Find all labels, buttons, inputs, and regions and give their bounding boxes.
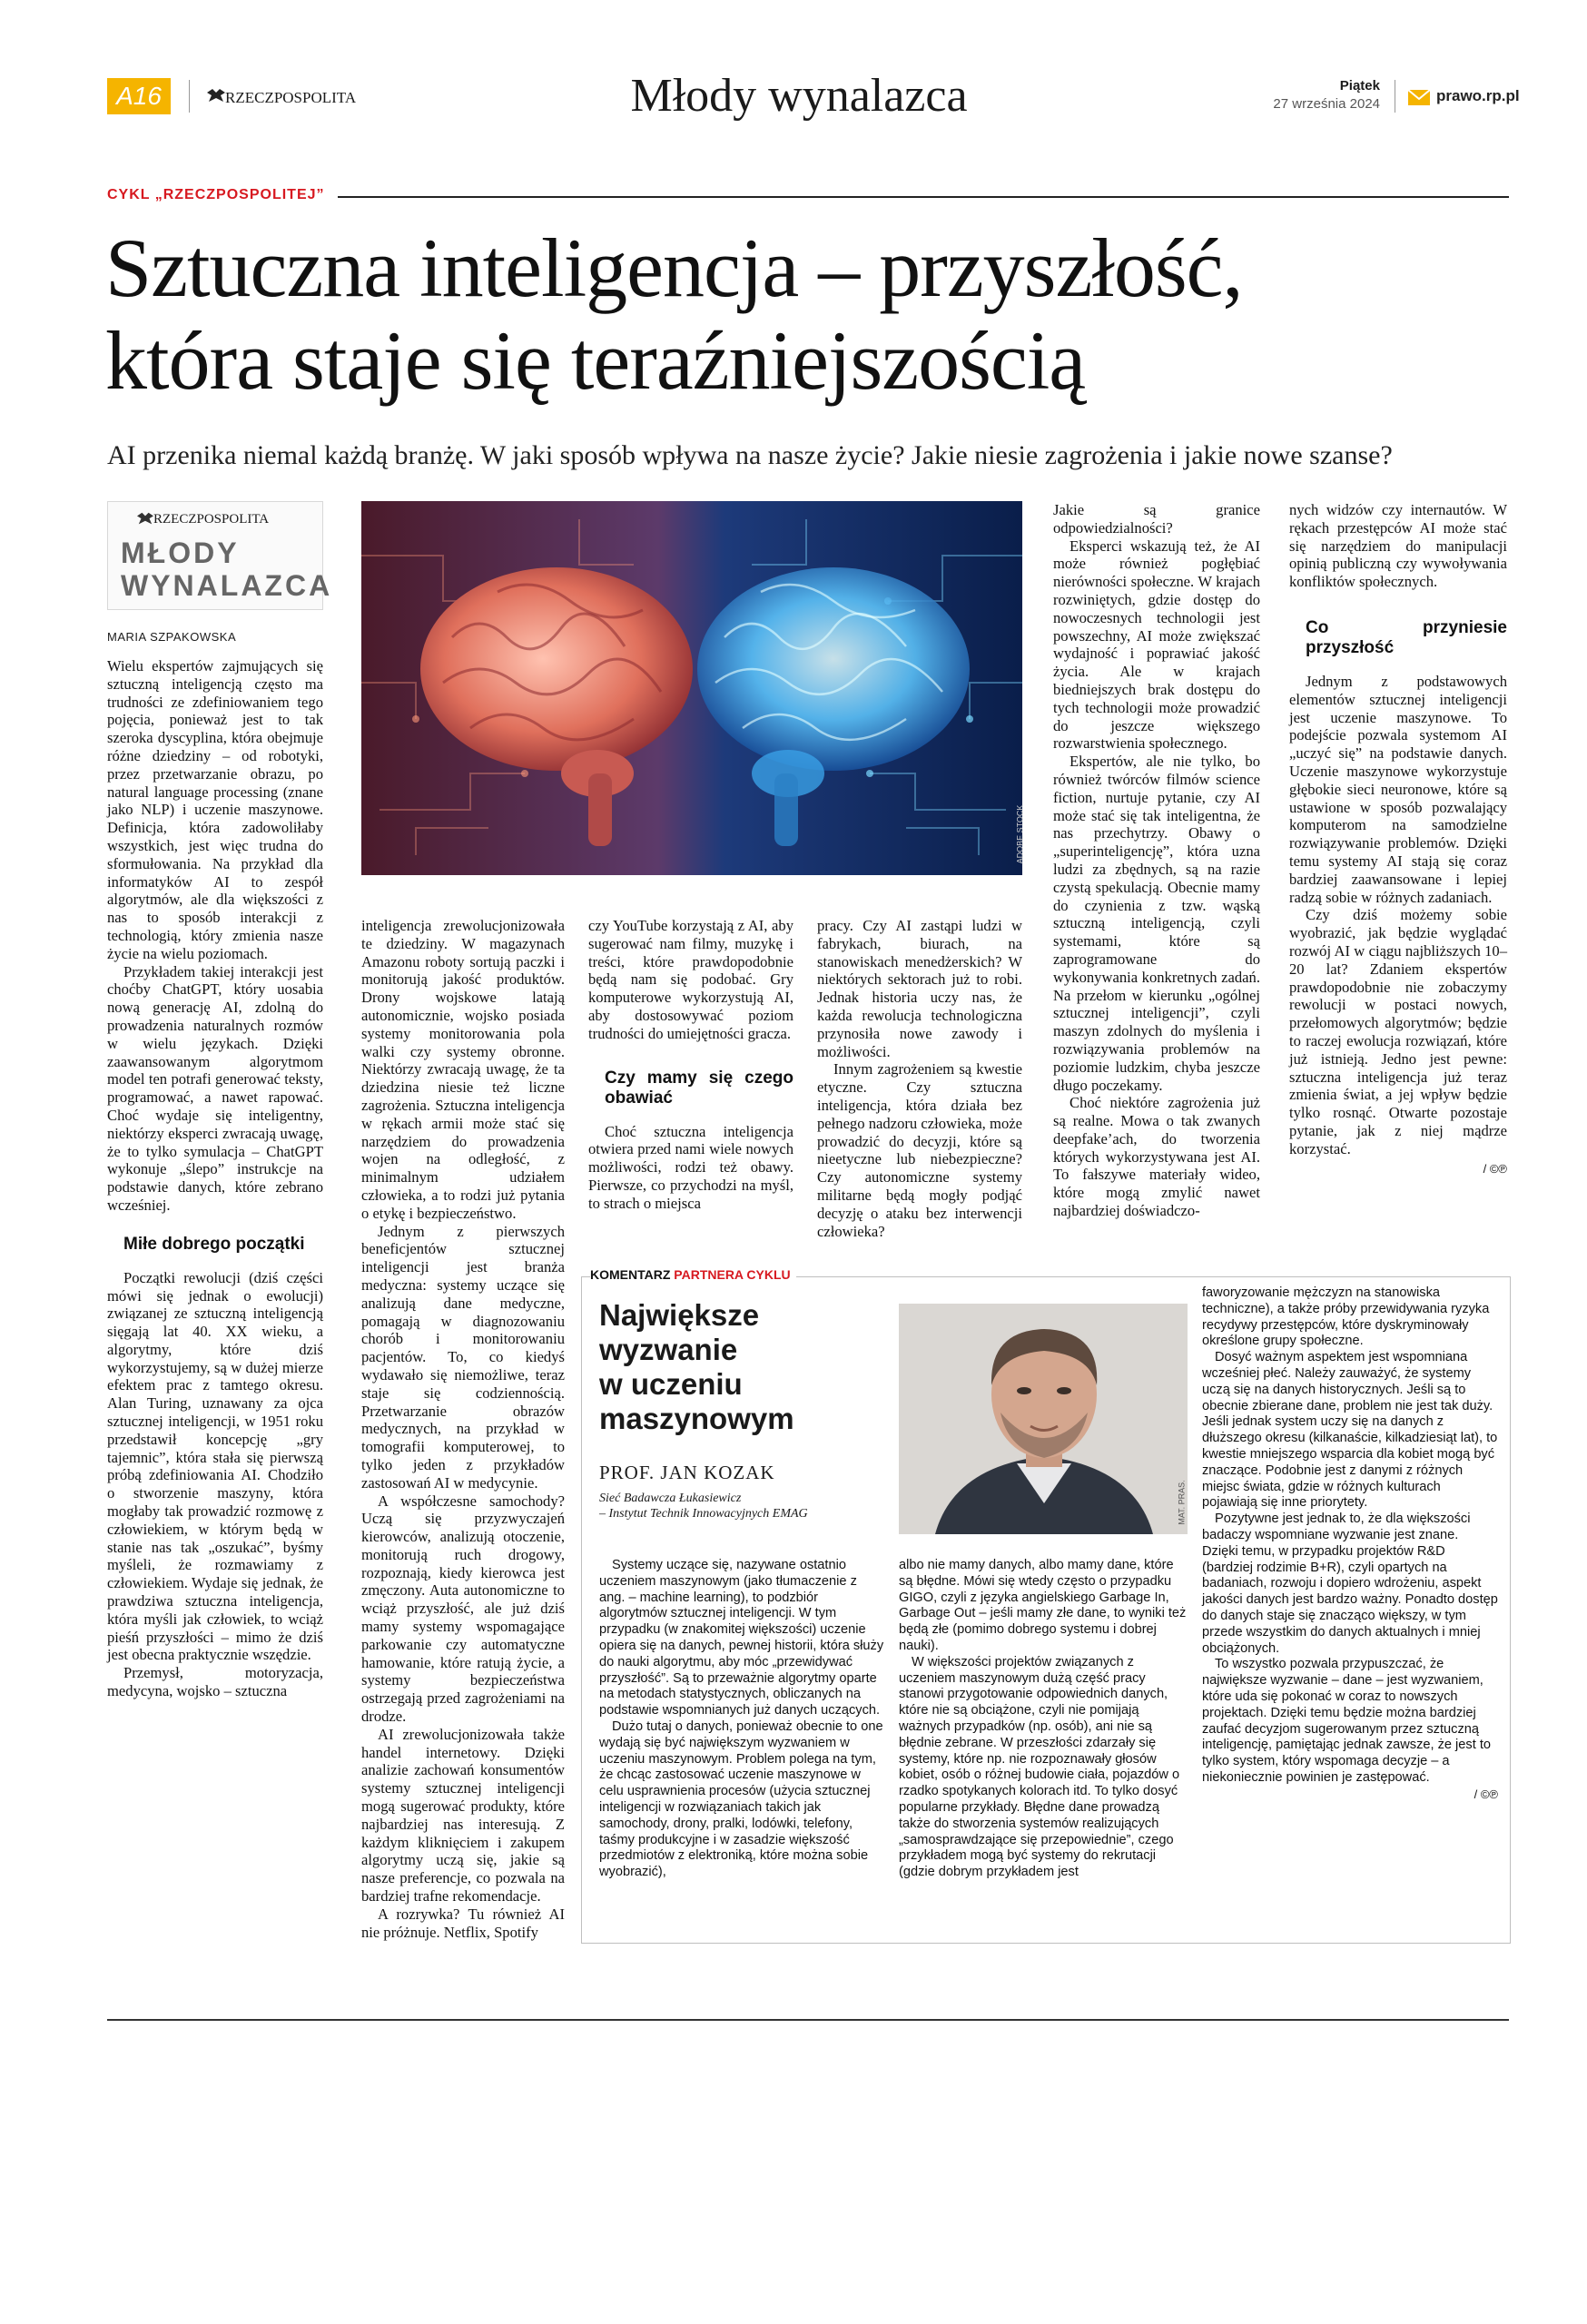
article-column-1 [107, 657, 323, 1700]
kicker: CYKL „RZECZPOSPOLITEJ” [107, 187, 325, 202]
paragraph: Jakie są granice odpowiedzialności? [1053, 501, 1260, 537]
paragraph: pracy. Czy AI zastąpi ludzi w fabrykach, biurach, na stanowiskach menedżerskich? W niektórych sektorach już to robi. Jednak historia uczy nas, że każda rewolucja technologiczna przynosiła nowe zawody i możliwości. [817, 917, 1022, 1060]
comment-title-line: maszynowym [599, 1402, 794, 1435]
series-badge: RZECZPOSPOLITA MŁODY WYNALAZCA [107, 501, 323, 610]
paragraph: Choć sztuczna inteligencja otwiera przed nami wiele nowych możliwości, rodzi też obawy. Pierwsze, co przychodzi na myśl, to strach o miejsca [588, 1122, 794, 1212]
article-column-3 [588, 917, 794, 1213]
article-column-6 [1289, 501, 1507, 1177]
paragraph: AI zrewolucjonizowała także handel internetowy. Dzięki analizie zachowań konsumentów systemy sztucznej inteligencji mogą sugerować produkty, które najbardziej nas interesują. Z każdym kliknięciem i zakupem algorytmy uczą się, jakie są nasze preferencje, co pozwala na bardziej trafne rekomendacje. [361, 1725, 565, 1905]
paragraph: Wielu ekspertów zajmujących się sztuczną inteligencją często ma trudności ze zdefiniowaniem tego pojęcia, ponieważ jest to tak szeroka dyscyplina, która obejmuje różne dziedziny – od robotyki, przez przetwarzanie obrazu, po natural language processing (znane jako NLP) i uczenie maszynowe. Definicja, która zadowoliłaby wszystkich, jest więc trudna do sformułowania. Na przykład dla informatyków AI to zespół algorytmów, ale dla większości z nas to sposób interakcji z technologią, który zmienia nasze życie na wielu poziomach. [107, 657, 323, 962]
header-day: Piątek [1339, 78, 1380, 94]
paragraph: Przemysł, motoryzacja, medycyna, wojsko – sztuczna [107, 1664, 323, 1700]
paragraph: Czy dziś możemy sobie wyobrazić, jak będzie wyglądać rozwój AI w ciągu najbliższych 10–20 lat? Zdaniem ekspertów prawdopodobnie nie zobaczymy rewolucji w postaci nowych, przełomowych algorytmów; będzie to raczej ewolucja rozwiązań, które już istnieją. Jedno jest pewne: sztuczna inteligencja już teraz zmienia świat, a jej wpływ będzie tylko rosnąć. Otwarte pozostaje pytanie, jak z niej mądrze korzystać. [1289, 906, 1507, 1157]
paragraph: inteligencja zrewolucjonizowała te dziedziny. W magazynach Amazonu roboty sortują paczki i monitorują jakość produktów. Drony wojskowe latają autonomicznie, wojsko posiada systemy monitorowania pola walki czy systemy obronne. Niektórzy zwracają uwagę, że ta dziedzina niesie też liczne zagrożenia. Sztuczna inteligencja w rękach armii może stać się narzędziem do prowadzenia wojen na odległość, z minimalnym udziałem człowieka, a to rodzi już pytania o etykę i bezpieczeństwo. [361, 917, 565, 1222]
paragraph: Dosyć ważnym aspektem jest wspomniana wcześniej płeć. Należy zauważyć, że systemy uczą się na danych historycznych. Jeśli są to obecnie zbierane dane, problem nie jest tak duży. Jeśli jednak system uczy się na danych z dłuższego okresu (kilkanaście, kilkadziesiąt lat), to kwestie mniejszego wsparcia dla kobiet mogą być znaczące. Podobnie jest z danymi z różnych miejsc świata, gdzie w różnych kulturach pojawiają się inne priorytety. [1202, 1350, 1498, 1511]
article-lead: AI przenika niemal każdą branżę. W jaki sposób wpływa na nasze życie? Jakie niesie zagrożenia i jakie nowe szanse? [107, 440, 1393, 470]
subheading: Miłe dobrego początki [123, 1234, 305, 1254]
bottom-rule [107, 2019, 1509, 2021]
paragraph: Innym zagrożeniem są kwestie etyczne. Czy sztuczna inteligencja, która działa bez pełnego nadzoru człowieka, może prowadzić do decyzji, które są nieetyczne lub niebezpieczne? Czy autonomiczne systemy militarne będą mogły podjąć decyzję o ataku bez interwencji człowieka? [817, 1060, 1022, 1240]
comment-affiliation [599, 1491, 808, 1521]
author-photo [899, 1304, 1188, 1534]
subheading: Czy mamy się czego obawiać [605, 1068, 794, 1108]
paragraph: Przykładem takiej interakcji jest choćby ChatGPT, który uosabia nową generację AI, zdolną do prowadzenia naturalnych rozmów w wielu językach. Dzięki zaawansowanym algorytmom model ten potrafi generować teksty, programować, a nawet rapować. Choć wydaje się inteligentny, niektórzy eksperci zwracają uwagę, że to tylko symulacja – ChatGPT wykonuje „ślepo” instrukcje na podstawie danych, które zebrano wcześniej. [107, 962, 323, 1214]
header-divider [189, 80, 190, 113]
comment-column-2 [899, 1558, 1188, 1881]
article-author: MARIA SZPAKOWSKA [107, 630, 237, 644]
hero-photo-credit: ADOBE STOCK [1015, 804, 1025, 864]
paragraph: W większości projektów związanych z uczeniem maszynowym dużą część pracy stanowi przygotowanie odpowiednich danych, które nie są obciążone, czyli nie pomijają ważnych przypadków (np. osób), ani nie są błędnie zebrane. W przeszłości zdarzały się systemy, które np. nie rozpoznawały głosów kobiet, osób o różnej budowie ciała, pojazdów o rzadko spotykanych kolorach itd. To tylko dosyć popularne przykłady. Błędne dane prowadzą także do stworzenia systemów realizujących „samosprawdzające się przepowiednie”, czego przykładem mogą być systemy do rekrutacji (gdzie dobrym przykładem jest [899, 1654, 1180, 1880]
paragraph: faworyzowanie mężczyzn na stanowiska techniczne), a także próby przewidywania ryzyka recydywy przestępców, które dyskryminowały określone grupy społeczne. [1202, 1285, 1490, 1349]
comment-title-line: w uczeniu [599, 1367, 743, 1401]
comment-column-3 [1202, 1285, 1498, 1803]
kicker-rule [338, 196, 1509, 198]
comment-author: PROF. JAN KOZAK [599, 1462, 775, 1483]
paragraph: nych widzów czy internautów. W rękach przestępców AI może stać się narzędziem do manipulacji opinią publiczną czy wywoływania konfliktów społecznych. [1289, 501, 1507, 591]
paragraph: Eksperci wskazują też, że AI może również pogłębiać nierówności społeczne. W krajach rozwiniętych, gdzie dostęp do nowoczesnych technologii jest powszechny, AI może zwiększać wydajność i poprawiać jakość życia. Ale w krajach biedniejszych brak dostępu do tych technologii może prowadzić do jeszcze większego rozwarstwienia społecznego. [1053, 537, 1260, 753]
paragraph: A współczesne samochody? Uczą się przyzwyczajeń kierowców, analizują otoczenie, monitorują ruch drogowy, rozpoznają, kiedy kierowca jest zmęczony. Auta autonomiczne to wciąż przyszłość, ale już dziś mamy systemy wspomagające parkowanie czy automatyczne hamowanie, które ratują życie, a systemy bezpieczeństwa ostrzegają przed zagrożeniami na drodze. [361, 1492, 565, 1726]
badge-line-1: MŁODY [121, 537, 240, 569]
paragraph: czy YouTube korzystają z AI, aby sugerować nam filmy, muzykę i treści, które prawdopodobnie będą nam się podobać. Gry komputerowe wykorzystują AI, aby dostosowywać poziom trudności do umiejętności gracza. [588, 917, 794, 1042]
paragraph: Jednym z podstawowych elementów sztucznej inteligencji jest uczenie maszynowe. To podejście pozwala systemom AI „uczyć się” na podstawie danych. Uczenie maszynowe wykorzystuje głębokie sieci neuronowe, które są ustawione w sposób pozwalający komputerom na samodzielne rozwiązywanie problemów. Dzięki temu systemy AI stają się coraz bardziej zaawansowane i lepiej radzą sobie w różnych zadaniach. [1289, 672, 1507, 906]
hero-image [361, 501, 1025, 875]
title-line-1: Sztuczna inteligencja – przyszłość, [105, 222, 1243, 314]
affiliation-line: – Instytut Technik Innowacyjnych EMAG [599, 1507, 808, 1521]
paragraph: Jednym z pierwszych beneficjentów sztucznej inteligencji jest branża medyczna: systemy uczące się analizują dane medyczne, pomagają w diagnozowaniu chorób i monitorowaniu pacjentów. To, co kiedyś wydawało się niemożliwe, teraz staje się codziennością. Przetwarzanie obrazów medycznych, na przykład w tomografii komputerowej, to tylko jeden z przykładów zastosowań AI w medycynie. [361, 1222, 565, 1492]
comment-end-mark: / ©℗ [1474, 1787, 1498, 1801]
paragraph: Dużo tutaj o danych, ponieważ obecnie to one wydają się być największym wyzwaniem w uczeniu maszynowym. Problem polega na tym, że chcąc zastosować uczenie maszynowe w celu usprawnienia procesów (użycia sztucznej inteligencji w rozwiązaniach takich jak samochody, drony, pralki, lodówki, telefony, taśmy produkcyjne i w zasadzie większość przedmiotów z elektroniką, które można sobie wyobrazić), [599, 1718, 883, 1880]
title-line-2: która staje się teraźniejszością [105, 314, 1086, 407]
article-title [105, 222, 1522, 407]
badge-line-2: WYNALAZCA [121, 569, 333, 602]
paragraph: Systemy uczące się, nazywane ostatnio uczeniem maszynowym (jako tłumaczenie z ang. – machine learning), to podzbiór algorytmów sztucznej inteligencji. W tym przypadku (w znakomitej większości) uczenie opiera się na danych, pewnej historii, która służy do nauki algorytmu, aby móc „przewidywać przyszłość”. Są to przeważnie algorytmy oparte na metodach statystycznych, obliczanych na podstawie wspomnianych już danych uczących. [599, 1558, 884, 1718]
affiliation-line: Sieć Badawcza Łukasiewicz [599, 1492, 742, 1505]
page-header [0, 0, 1587, 136]
paragraph: A rozrywka? Tu również AI nie próżnuje. Netflix, Spotify [361, 1905, 565, 1941]
comment-label-b: PARTNERA CYKLU [674, 1267, 791, 1282]
comment-title-line: Największe [599, 1298, 760, 1332]
header-date: 27 września 2024 [1273, 96, 1380, 112]
rzeczpospolita-logo: RZECZPOSPOLITA [205, 87, 350, 109]
envelope-icon [1407, 87, 1431, 107]
comment-column-1 [599, 1558, 886, 1881]
paragraph: To wszystko pozwala przypuszczać, że największe wyzwanie – dane – jest wyzwaniem, które uda się pokonać w coraz to nowszych projektach. Dzięki temu będzie można bardziej zaufać decyzjom sugerowanym przez sztuczną inteligencję, pamiętając jednak zawsze, że jest to tylko system, który wspomaga decyzje – a niekoniecznie powinien je zastępować. [1202, 1657, 1491, 1785]
section-title: Młody wynalazca [630, 70, 968, 122]
article-column-5 [1053, 501, 1260, 1220]
end-mark: / ©℗ [1483, 1161, 1507, 1176]
subheading: Co przyniesie przyszłość [1306, 617, 1507, 657]
comment-title-line: wyzwanie [599, 1333, 738, 1366]
page-number: A16 [107, 78, 171, 114]
site-link[interactable]: prawo.rp.pl [1436, 87, 1520, 104]
paragraph: Początki rewolucji (dziś części mówi się jednak o ewolucji) związanej ze sztuczną inteligencją sięgają lat 40. XX wieku, a algorytmy, które dziś wykorzystujemy, są w dużej mierze efektem prac z tamtego okresu. Alan Turing, uznawany za ojca sztucznej inteligencji, w 1951 roku przedstawił koncepcję „gry tajemnic”, która stała się pierwszą próbą zdefiniowania AI. Chodziło o stworzenie maszyny, która mogłaby tak prowadzić rozmowę z człowiekiem, w którym będą w stanie nas tak „oszukać”, byśmy myśleli, że rozmawiamy z człowiekiem. Wydaje się jednak, że prawdziwa sztuczna inteligencja, która myśli jak człowiek, to wciąż pieśń przyszłości – mimo że dziś jest obecna praktycznie wszędzie. [107, 1268, 323, 1664]
paragraph: Pozytywne jest jednak to, że dla większości badaczy wspomniane wyzwanie jest znane. Dzięki temu, w przypadku projektów R&D (bardziej rodzimie B+R), czyli opartych na badaniach, rozwoju i dopiero wdrożeniu, aspekt jakości danych jest bardzo ważny. Ponadto dostęp do danych staje się znacząco większy, w tym przede wszystkim do danych aktualnych i mniej obciążonych. [1202, 1512, 1498, 1656]
article-column-2 [361, 917, 565, 1941]
comment-label-a: KOMENTARZ [590, 1267, 671, 1282]
article-column-4 [817, 917, 1022, 1240]
comment-title [599, 1298, 890, 1436]
paragraph: Choć niektóre zagrożenia już są realne. Mowa o tak zwanych deepfake’ach, do tworzenia których wykorzystywana jest AI. To fałszywe materiały wideo, które mogą zmylić nawet najbardziej doświadczo- [1053, 1094, 1260, 1220]
author-photo-credit: MAT. PRAS. [1177, 1480, 1187, 1525]
paragraph: albo nie mamy danych, albo mamy dane, które są błędne. Mówi się wtedy często o przypadku GIGO, czyli z języka angielskiego Garbage In, Garbage Out – jeśli mamy złe dane, to wyniki też będą złe (pomimo dobrego systemu i dobrej nauki). [899, 1558, 1187, 1653]
comment-label [590, 1267, 796, 1282]
paragraph: Ekspertów, ale nie tylko, bo również twórców filmów science fiction, nurtuje pytanie, czy AI może stać się tak inteligentna, że nas przechytrzy. Obawy o „superinteligencję”, która uzna ludzi za zbędnych, są na razie czystą spekulacją. Obecnie mamy do czynienia z tzw. wąską sztuczną inteligencją, czyli systemami, które są zaprogramowane do wykonywania konkretnych zadań. Na przełom w kierunku „ogólnej sztucznej inteligencji”, czyli maszyn zdolnych do myślenia i rozwiązywania problemów na poziomie ludzkim, chyba jeszcze długo poczekamy. [1053, 753, 1260, 1094]
